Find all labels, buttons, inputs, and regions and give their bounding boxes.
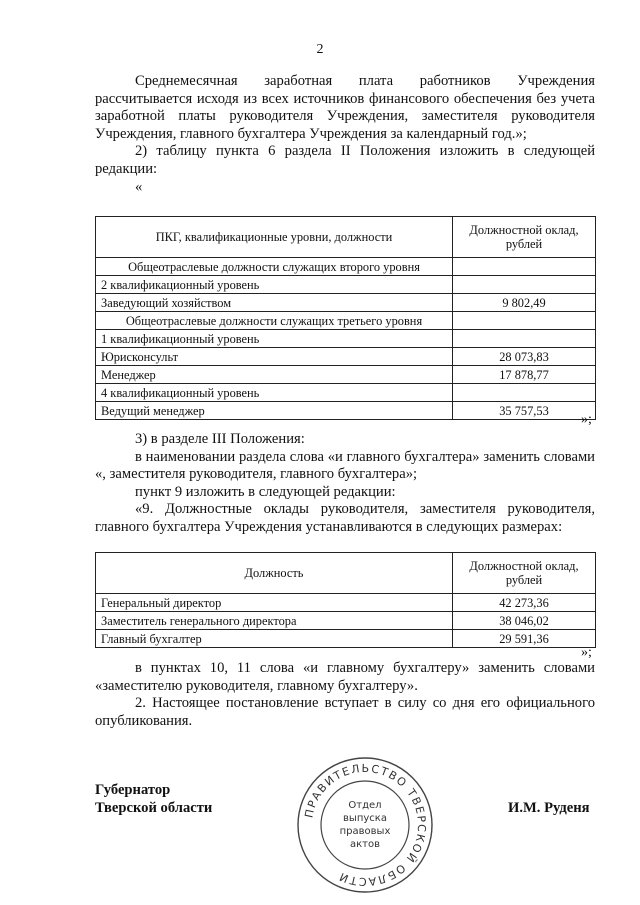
table1-close-quote: »; [581, 412, 592, 427]
paragraph-point9: пункт 9 изложить в следующей редакции: [135, 483, 396, 500]
header-salary: Должностной оклад, рублей [453, 217, 596, 258]
paragraph-rename: в наименовании раздела слова «и главного бухгалтера» заменить словами «, заместителя руководителя, главного бухгалтера»; [95, 448, 595, 483]
signature-title [95, 781, 212, 817]
row-value [453, 312, 596, 330]
paragraph-point9-text: «9. Должностные оклады руководителя, заместителя руководителя, главного бухгалтера Учреждения устанавливаются в следующих размерах: [95, 501, 595, 535]
signature-title-line2: Тверской области [95, 800, 213, 816]
intro-text [95, 73, 595, 196]
table-row [96, 348, 596, 366]
table-header-row [96, 553, 596, 594]
row-value [453, 258, 596, 276]
row-value: 42 273,36 [453, 594, 596, 612]
table-row [96, 366, 596, 384]
table-row [96, 312, 596, 330]
row-name: Главный бухгалтер [96, 630, 453, 648]
stamp-seal [295, 755, 435, 895]
row-value: 35 757,53 [453, 402, 596, 420]
paragraph-salary: Среднемесячная заработная плата работников Учреждения рассчитывается исходя из всех источников финансового обеспечения без учета заработной платы руководителя Учреждения, заместителя руководителя Учреждения, главного бухгалтера Учреждения за календарный год.»; [95, 73, 595, 142]
row-value [453, 384, 596, 402]
row-value: 17 878,77 [453, 366, 596, 384]
row-value [453, 276, 596, 294]
row-value: 29 591,36 [453, 630, 596, 648]
row-name: Заместитель генерального директора [96, 612, 453, 630]
table-row [96, 384, 596, 402]
paragraph-table-edit: 2) таблицу пункта 6 раздела II Положения изложить в следующей редакции: [95, 143, 595, 177]
signature-name: И.М. Руденя [508, 800, 590, 816]
row-value: 28 073,83 [453, 348, 596, 366]
page-number: 2 [316, 42, 324, 57]
signature-title-line1: Губернатор [95, 782, 171, 798]
row-name: 1 квалификационный уровень [96, 330, 453, 348]
table-row [96, 258, 596, 276]
salary-table-management [95, 552, 596, 648]
header-salary: Должностной оклад, рублей [453, 553, 596, 594]
stamp-center-line: актов [349, 839, 381, 850]
table-header-row [96, 217, 596, 258]
table-row [96, 276, 596, 294]
stamp-outer-ring [298, 758, 432, 892]
row-name: Заведующий хозяйством [96, 294, 453, 312]
row-name: Общеотраслевые должности служащих третьего уровня [96, 312, 453, 330]
row-name: 2 квалификационный уровень [96, 276, 453, 294]
row-value: 38 046,02 [453, 612, 596, 630]
row-value: 9 802,49 [453, 294, 596, 312]
row-name: Ведущий менеджер [96, 402, 453, 420]
table-row [96, 612, 596, 630]
table-row [96, 402, 596, 420]
stamp-center-line: Отдел [348, 800, 382, 811]
stamp-ring-text: ПРАВИТЕЛЬСТВО ТВЕРСКОЙ ОБЛАСТИ [302, 761, 429, 889]
closing-text [95, 660, 595, 730]
table-row [96, 594, 596, 612]
table-row [96, 294, 596, 312]
salary-table-pkg [95, 216, 596, 420]
table2-close-quote: »; [581, 645, 592, 660]
header-position: ПКГ, квалификационные уровни, должности [96, 217, 453, 258]
stamp-center-line: правовых [339, 826, 391, 837]
table-row [96, 630, 596, 648]
stamp-center-line: выпуска [343, 813, 387, 824]
stamp-inner-ring [321, 781, 409, 869]
table-row [96, 330, 596, 348]
section3-text [95, 431, 595, 537]
row-name: 4 квалификационный уровень [96, 384, 453, 402]
paragraph-section3: 3) в разделе III Положения: [135, 431, 305, 447]
header-position: Должность [96, 553, 453, 594]
row-value [453, 330, 596, 348]
row-name: Генеральный директор [96, 594, 453, 612]
paragraph-points-10-11: в пунктах 10, 11 слова «и главному бухгалтеру» заменить словами «заместителю руководителя, главному бухгалтеру». [95, 660, 595, 694]
paragraph-effective: 2. Настоящее постановление вступает в силу со дня его официального опубликования. [95, 695, 595, 729]
row-name: Менеджер [96, 366, 453, 384]
row-name: Общеотраслевые должности служащих второго уровня [96, 258, 453, 276]
row-name: Юрисконсульт [96, 348, 453, 366]
quote-open: « [135, 178, 143, 195]
